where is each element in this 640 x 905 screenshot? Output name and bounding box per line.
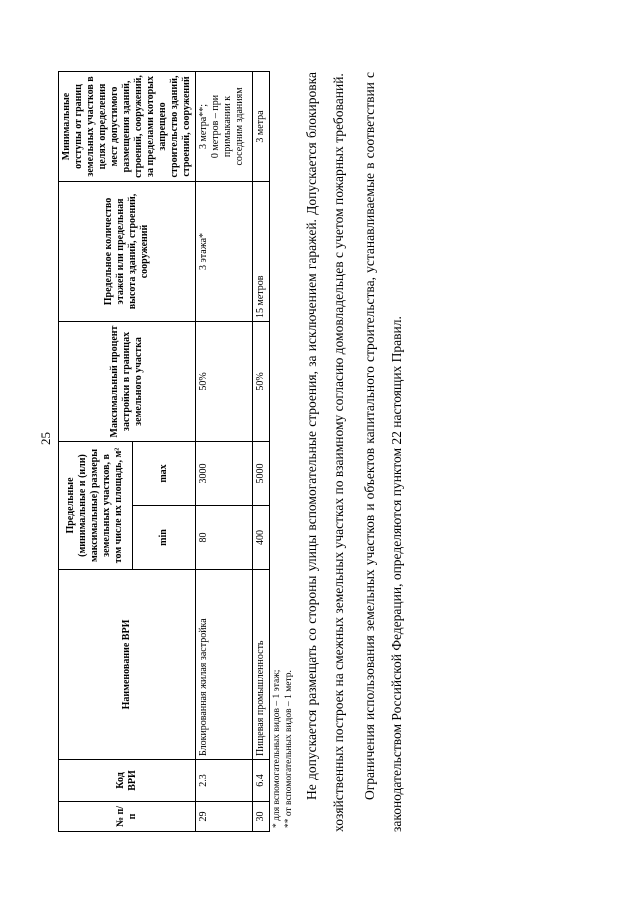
cell-code: 6.4	[253, 760, 270, 802]
header-sizes: Предельные (минимальные и (или) максимальные) размеры земельных участков, в том числе их площадь, м²	[59, 441, 133, 569]
header-num: № п/п	[59, 802, 196, 832]
cell-floors: 15 метров	[253, 181, 270, 321]
cell-num: 30	[253, 802, 270, 832]
header-percent: Максимальный процент застройки в границах земельного участка	[59, 321, 196, 441]
cell-max: 5000	[253, 441, 270, 505]
cell-max: 3000	[196, 441, 253, 505]
setback-main: 3 метра**;	[198, 104, 209, 149]
cell-num: 29	[196, 802, 253, 832]
cell-setbacks	[196, 71, 253, 181]
footnote: ** от вспомогательных видов – 1 метр.	[283, 670, 294, 828]
header-max: max	[132, 441, 195, 505]
table-header-row	[59, 71, 133, 831]
cell-code: 2.3	[196, 760, 253, 802]
header-name: Наименование ВРИ	[59, 570, 196, 760]
paragraph-garages: Не допускается размещать со стороны улицы вспомогательные строения, за исключением гаражей. Допускается блокировка хозяйственных построек на смежных земельных участках по взаимному согласию домовладельцев с учетом пожарных требований.	[303, 72, 346, 832]
cell-setbacks: 3 метра	[253, 71, 270, 181]
table-row	[196, 71, 253, 831]
cell-percent: 50%	[253, 321, 270, 441]
header-floors: Предельное количество этажей или предельная высота зданий, строений, сооружений	[59, 181, 196, 321]
zoning-regulations-table	[58, 71, 270, 832]
page-number: 25	[38, 432, 53, 445]
rotated-page-content	[58, 72, 623, 832]
cell-percent: 50%	[196, 321, 253, 441]
cell-floors: 3 этажа*	[196, 181, 253, 321]
setback-note: 0 метров – при примыкании к соседним зданиям	[210, 87, 245, 166]
cell-name: Блокированная жилая застройка	[196, 570, 253, 760]
paragraph-restrictions: Ограничения использования земельных участков и объектов капитального строительства, устанавливаемые в соответствии с законодательством Российской Федерации, определяются пунктом 22 настоящих Правил.	[361, 72, 404, 832]
table-row	[253, 71, 270, 831]
header-min: min	[132, 506, 195, 570]
header-setbacks: Минимальные отступы от границ земельных участков в целях определения мест допустимого размещения зданий, строений, сооружений, за пределами которых запрещено строительство зданий, строений, сооружений	[59, 71, 196, 181]
cell-min: 400	[253, 506, 270, 570]
cell-min: 80	[196, 506, 253, 570]
header-code: Код ВРИ	[59, 760, 196, 802]
table-footnotes	[272, 72, 296, 832]
cell-name: Пищевая промышленность	[253, 570, 270, 760]
footnote: * для вспомогательных видов – 1 этаж;	[272, 669, 282, 828]
